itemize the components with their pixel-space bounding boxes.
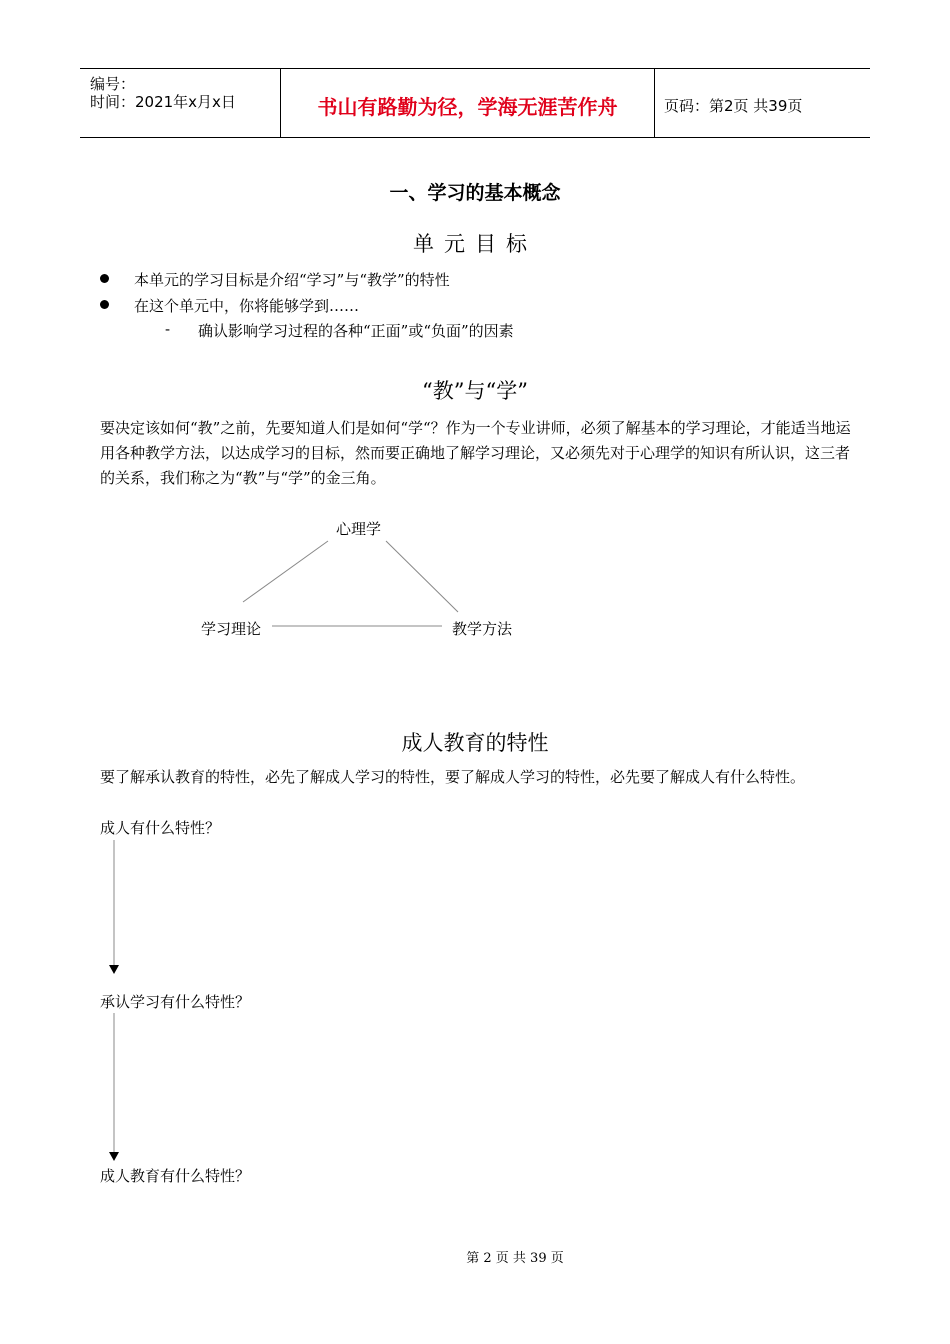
header-meta-cell [80,69,280,137]
bullet-text: 本单元的学习目标是介绍“学习”与“教学”的特性 [134,271,450,289]
header-page-cell [654,69,870,137]
unit-goal-title: 单元目标 [413,232,537,256]
page-info: 页码：第2页 共39页 [664,97,803,115]
arrow-down-icon [109,1152,119,1161]
flow-step: 承认学习有什么特性？ [100,993,251,1011]
triangle-edge-left [243,541,328,602]
bullet-text: 在这个单元中，你将能够学到…… [134,297,360,315]
bullet-dot-icon [100,300,109,309]
date-label: 时间：2021年x月x日 [90,93,236,111]
bullet-dot-icon [100,274,109,283]
adult-ed-title: 成人教育的特性 [401,731,549,755]
page-footer: 第 2 页 共 39 页 [466,1251,564,1266]
section-title: 一、学习的基本概念 [389,182,561,204]
arrow-down-icon [109,965,119,974]
page-header [80,68,870,138]
teach-learn-title: “教”与“学” [422,379,528,403]
teach-learn-paragraph: 要决定该如何“教”之前，先要知道人们是如何“学“？作为一个专业讲师，必须了解基本的学习理论，才能适当地运用各种教学方法，以达成学习的目标，然而要正确地了解学习理论，又必须先对于心理学的知识有所认识，这三者的关系，我们称之为“教”与“学”的金三角。 [100,419,851,487]
dash-marker: - [165,320,171,338]
motto: 书山有路勤为径，学海无涯苦作舟 [317,95,618,119]
triangle-left-label: 学习理论 [201,620,262,638]
flow-step: 成人有什么特性？ [100,819,221,837]
triangle-top-label: 心理学 [336,520,382,538]
triangle-edge-right [386,541,458,612]
header-motto-cell [280,69,655,137]
adult-ed-paragraph: 要了解承认教育的特性，必先了解成人学习的特性，要了解成人学习的特性，必先要了解成人有什么特性。 [100,768,806,786]
triangle-right-label: 教学方法 [452,620,513,638]
code-label: 编号： [90,75,136,93]
flow-step: 成人教育有什么特性？ [100,1167,251,1185]
sub-bullet-text: 确认影响学习过程的各种“正面”或“负面”的因素 [198,322,514,340]
